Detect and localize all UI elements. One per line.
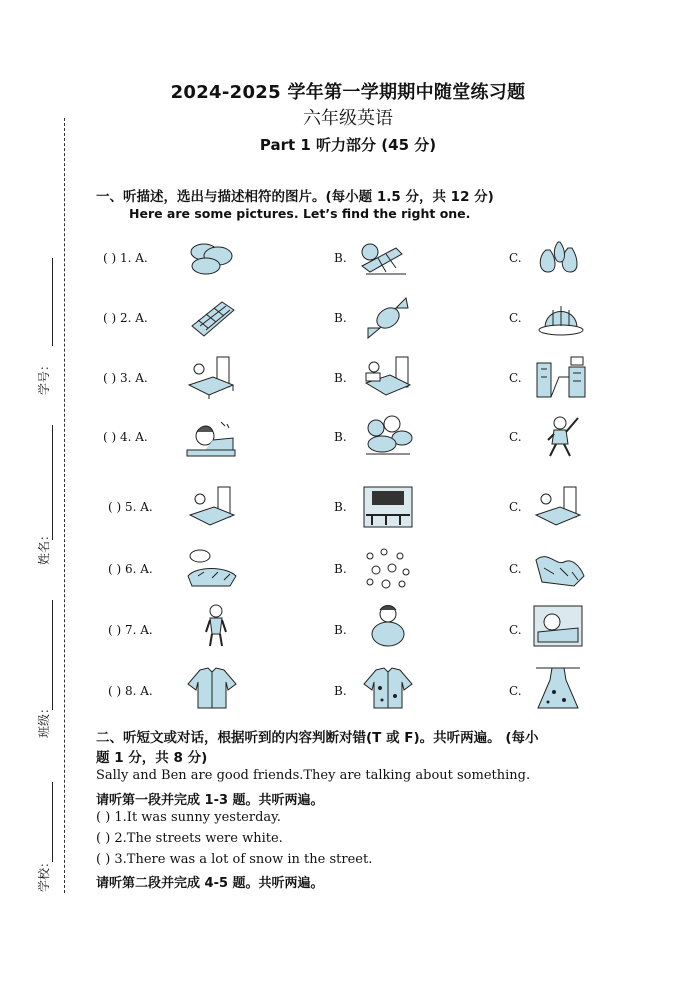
section2-part2-instruction: 请听第二段并完成 4-5 题。共听两遍。 xyxy=(96,876,324,891)
question-3-b: B. xyxy=(334,371,347,385)
bedroom-icon xyxy=(532,485,584,529)
question-6-c: C. xyxy=(509,562,522,576)
section2-heading-line2: 题 1 分，共 8 分) xyxy=(96,750,208,766)
name-line xyxy=(52,425,53,540)
question-5-label: ( ) 5. A. xyxy=(108,500,153,514)
section2-question-2: ( ) 2.The streets were white. xyxy=(96,831,283,846)
jelly-icon xyxy=(535,296,587,340)
question-7-label: ( ) 7. A. xyxy=(108,623,153,637)
section1-instruction: Here are some pictures. Let’s find the right one. xyxy=(129,206,471,221)
question-7-b: B. xyxy=(334,623,347,637)
section1-heading: 一、听描述，选出与描述相符的图片。(每小题 1.5 分，共 12 分) xyxy=(96,189,494,205)
potatoes-icon xyxy=(186,236,238,280)
question-1-c: C. xyxy=(509,251,522,265)
question-5-b: B. xyxy=(334,500,347,514)
question-5-c: C. xyxy=(509,500,522,514)
candy-icon xyxy=(362,296,414,340)
question-2-c: C. xyxy=(509,311,522,325)
question-4-c: C. xyxy=(509,430,522,444)
pears-icon xyxy=(532,236,584,280)
binding-dash-line xyxy=(64,118,65,893)
street-icon xyxy=(535,355,587,399)
section2-part1-instruction: 请听第一段并完成 1-3 题。共听两遍。 xyxy=(96,793,324,808)
school-label: 学校： xyxy=(37,855,51,892)
question-8-label: ( ) 8. A. xyxy=(108,684,153,698)
question-4-b: B. xyxy=(334,430,347,444)
question-8-b: B. xyxy=(334,684,347,698)
scattered-items-icon xyxy=(362,546,414,590)
question-1-b: B. xyxy=(334,251,347,265)
school-line xyxy=(52,782,53,862)
exam-subtitle: 六年级英语 xyxy=(303,108,393,129)
question-6-label: ( ) 6. A. xyxy=(108,562,153,576)
class-line xyxy=(52,600,53,710)
bedroom-icon xyxy=(186,485,238,529)
question-3-c: C. xyxy=(509,371,522,385)
section2-heading-line1: 二、听短文或对话，根据听到的内容判断对错(T 或 F)。共听两遍。 (每小 xyxy=(96,730,539,746)
sleeping-kid-icon xyxy=(185,416,237,460)
part-heading: Part 1 听力部分 (45 分) xyxy=(259,136,437,154)
section2-intro: Sally and Ben are good friends.They are talking about something. xyxy=(96,768,531,783)
name-label: 姓名： xyxy=(37,528,51,565)
question-2-b: B. xyxy=(334,311,347,325)
question-6-b: B. xyxy=(334,562,347,576)
exam-title: 2024-2025 学年第一学期期中随堂练习题 xyxy=(170,82,526,103)
classroom-icon xyxy=(362,485,414,529)
question-2-label: ( ) 2. A. xyxy=(103,311,148,325)
sleeping-boy-icon xyxy=(532,604,584,648)
question-1-label: ( ) 1. A. xyxy=(103,251,148,265)
question-4-label: ( ) 4. A. xyxy=(103,430,148,444)
food-pile-icon xyxy=(362,414,414,458)
messy-floor-icon xyxy=(186,546,238,590)
section2-question-1: ( ) 1.It was sunny yesterday. xyxy=(96,810,281,825)
section2-question-3: ( ) 3.There was a lot of snow in the street. xyxy=(96,852,373,867)
messy-pile-icon xyxy=(534,546,586,590)
bedroom-desk-icon xyxy=(362,355,414,399)
question-8-c: C. xyxy=(509,684,522,698)
student-number-label: 学号： xyxy=(37,358,51,395)
dirty-shirt-icon xyxy=(362,666,414,710)
dirty-dress-icon xyxy=(532,666,584,710)
fat-boy-icon xyxy=(362,604,414,648)
bedroom-icon xyxy=(185,355,237,399)
thin-girl-icon xyxy=(190,604,242,648)
vegetables-icon xyxy=(356,236,408,280)
question-7-c: C. xyxy=(509,623,522,637)
class-label: 班级： xyxy=(37,701,51,738)
shirt-icon xyxy=(186,666,238,710)
question-3-label: ( ) 3. A. xyxy=(103,371,148,385)
student-number-line xyxy=(52,258,53,346)
chocolate-bar-icon xyxy=(186,296,238,340)
exercising-kid-icon xyxy=(538,414,590,458)
